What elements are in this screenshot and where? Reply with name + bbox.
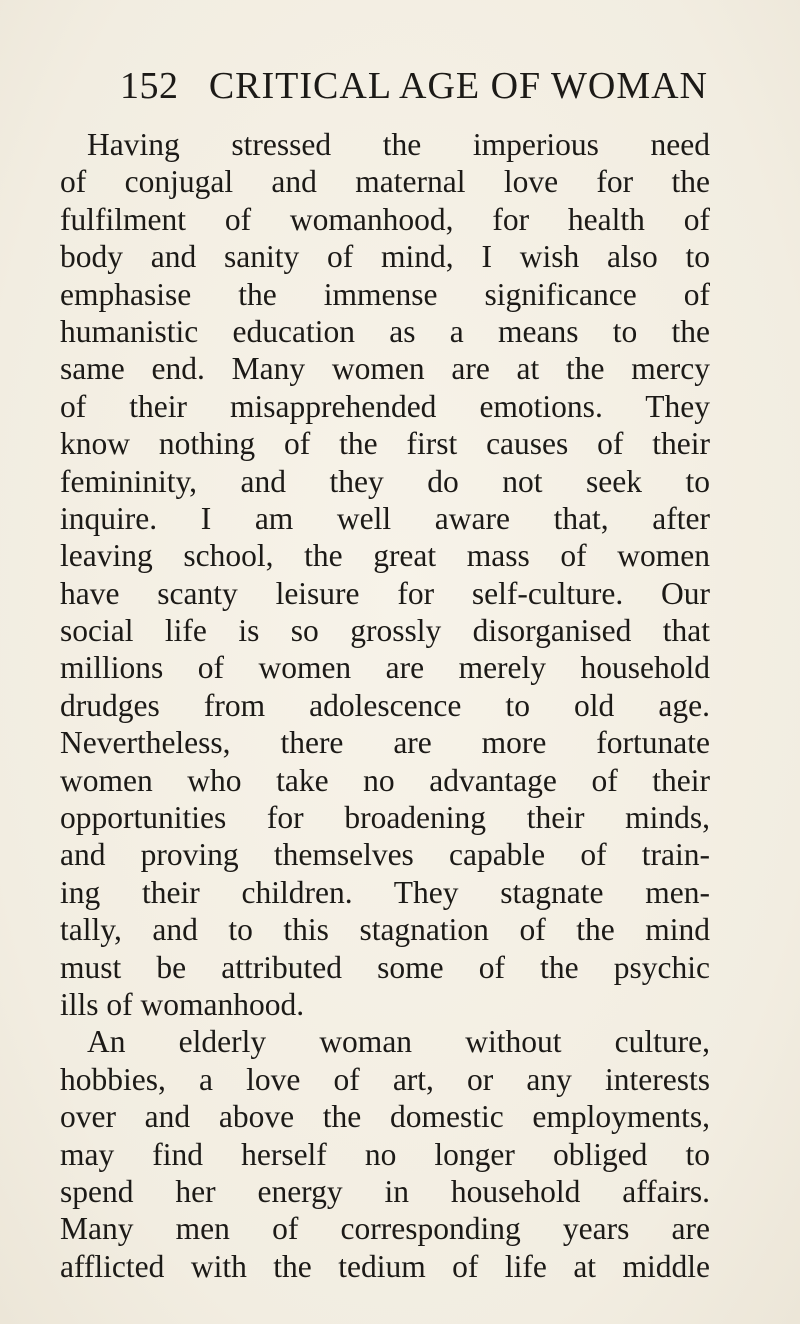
paragraph-1-line: fulfilment of womanhood, for health of (60, 201, 710, 237)
running-title: CRITICAL AGE OF WOMAN (208, 65, 708, 107)
body-text (60, 126, 710, 1285)
page-number: 152 (120, 65, 179, 107)
paragraph-2-line: may find herself no longer obliged to (60, 1136, 710, 1172)
paragraph-1-line: must be attributed some of the psychic (60, 949, 710, 985)
paragraph-1-line: body and sanity of mind, I wish also to (60, 239, 710, 275)
paragraph-1-line: humanistic education as a means to the (60, 313, 710, 349)
paragraph-1-line: know nothing of the first causes of their (60, 426, 710, 462)
paragraph-1-last-line: ills of womanhood. (60, 986, 305, 1022)
paragraph-2-line: hobbies, a love of art, or any interests (60, 1061, 710, 1097)
paragraph-2-line: over and above the domestic employments, (60, 1099, 710, 1135)
paragraph-1-line: femininity, and they do not seek to (60, 463, 710, 499)
paragraph-1-line: of their misapprehended emotions. They (60, 388, 710, 424)
paragraph-1-line: emphasise the immense significance of (60, 276, 710, 312)
paragraph-1-line: Having stressed the imperious need (87, 127, 710, 162)
paragraph-1-line: social life is so grossly disorganised that (60, 613, 710, 649)
paragraph-1-line: drudges from adolescence to old age. (60, 687, 710, 723)
paragraph-1-line: same end. Many women are at the mercy (60, 351, 710, 387)
paragraph-1-line: millions of women are merely household (60, 650, 710, 686)
paragraph-1-line: of conjugal and maternal love for the (60, 164, 710, 200)
paragraph-1-line: opportunities for broadening their minds, (60, 800, 710, 836)
paragraph-1-line: tally, and to this stagnation of the mind (60, 912, 710, 948)
paragraph-1-line: and proving themselves capable of train- (60, 837, 710, 873)
paragraph-2-line: spend her energy in household affairs. (60, 1173, 710, 1209)
paragraph-2-line: An elderly woman without culture, (87, 1024, 710, 1060)
paragraph-1-line: women who take no advantage of their (60, 762, 710, 798)
paragraph-1-line: Nevertheless, there are more fortunate (60, 725, 710, 761)
paragraph-1-line: leaving school, the great mass of women (60, 538, 710, 574)
paragraph-1-line: inquire. I am well aware that, after (60, 500, 710, 536)
paragraph-2-line: Many men of corresponding years are (60, 1211, 710, 1247)
running-head (120, 64, 708, 112)
paragraph-2-line: afflicted with the tedium of life at middle (60, 1248, 710, 1284)
paragraph-1-line: ing their children. They stagnate men- (60, 874, 710, 910)
paragraph-1-line: have scanty leisure for self-culture. Our (60, 575, 710, 611)
